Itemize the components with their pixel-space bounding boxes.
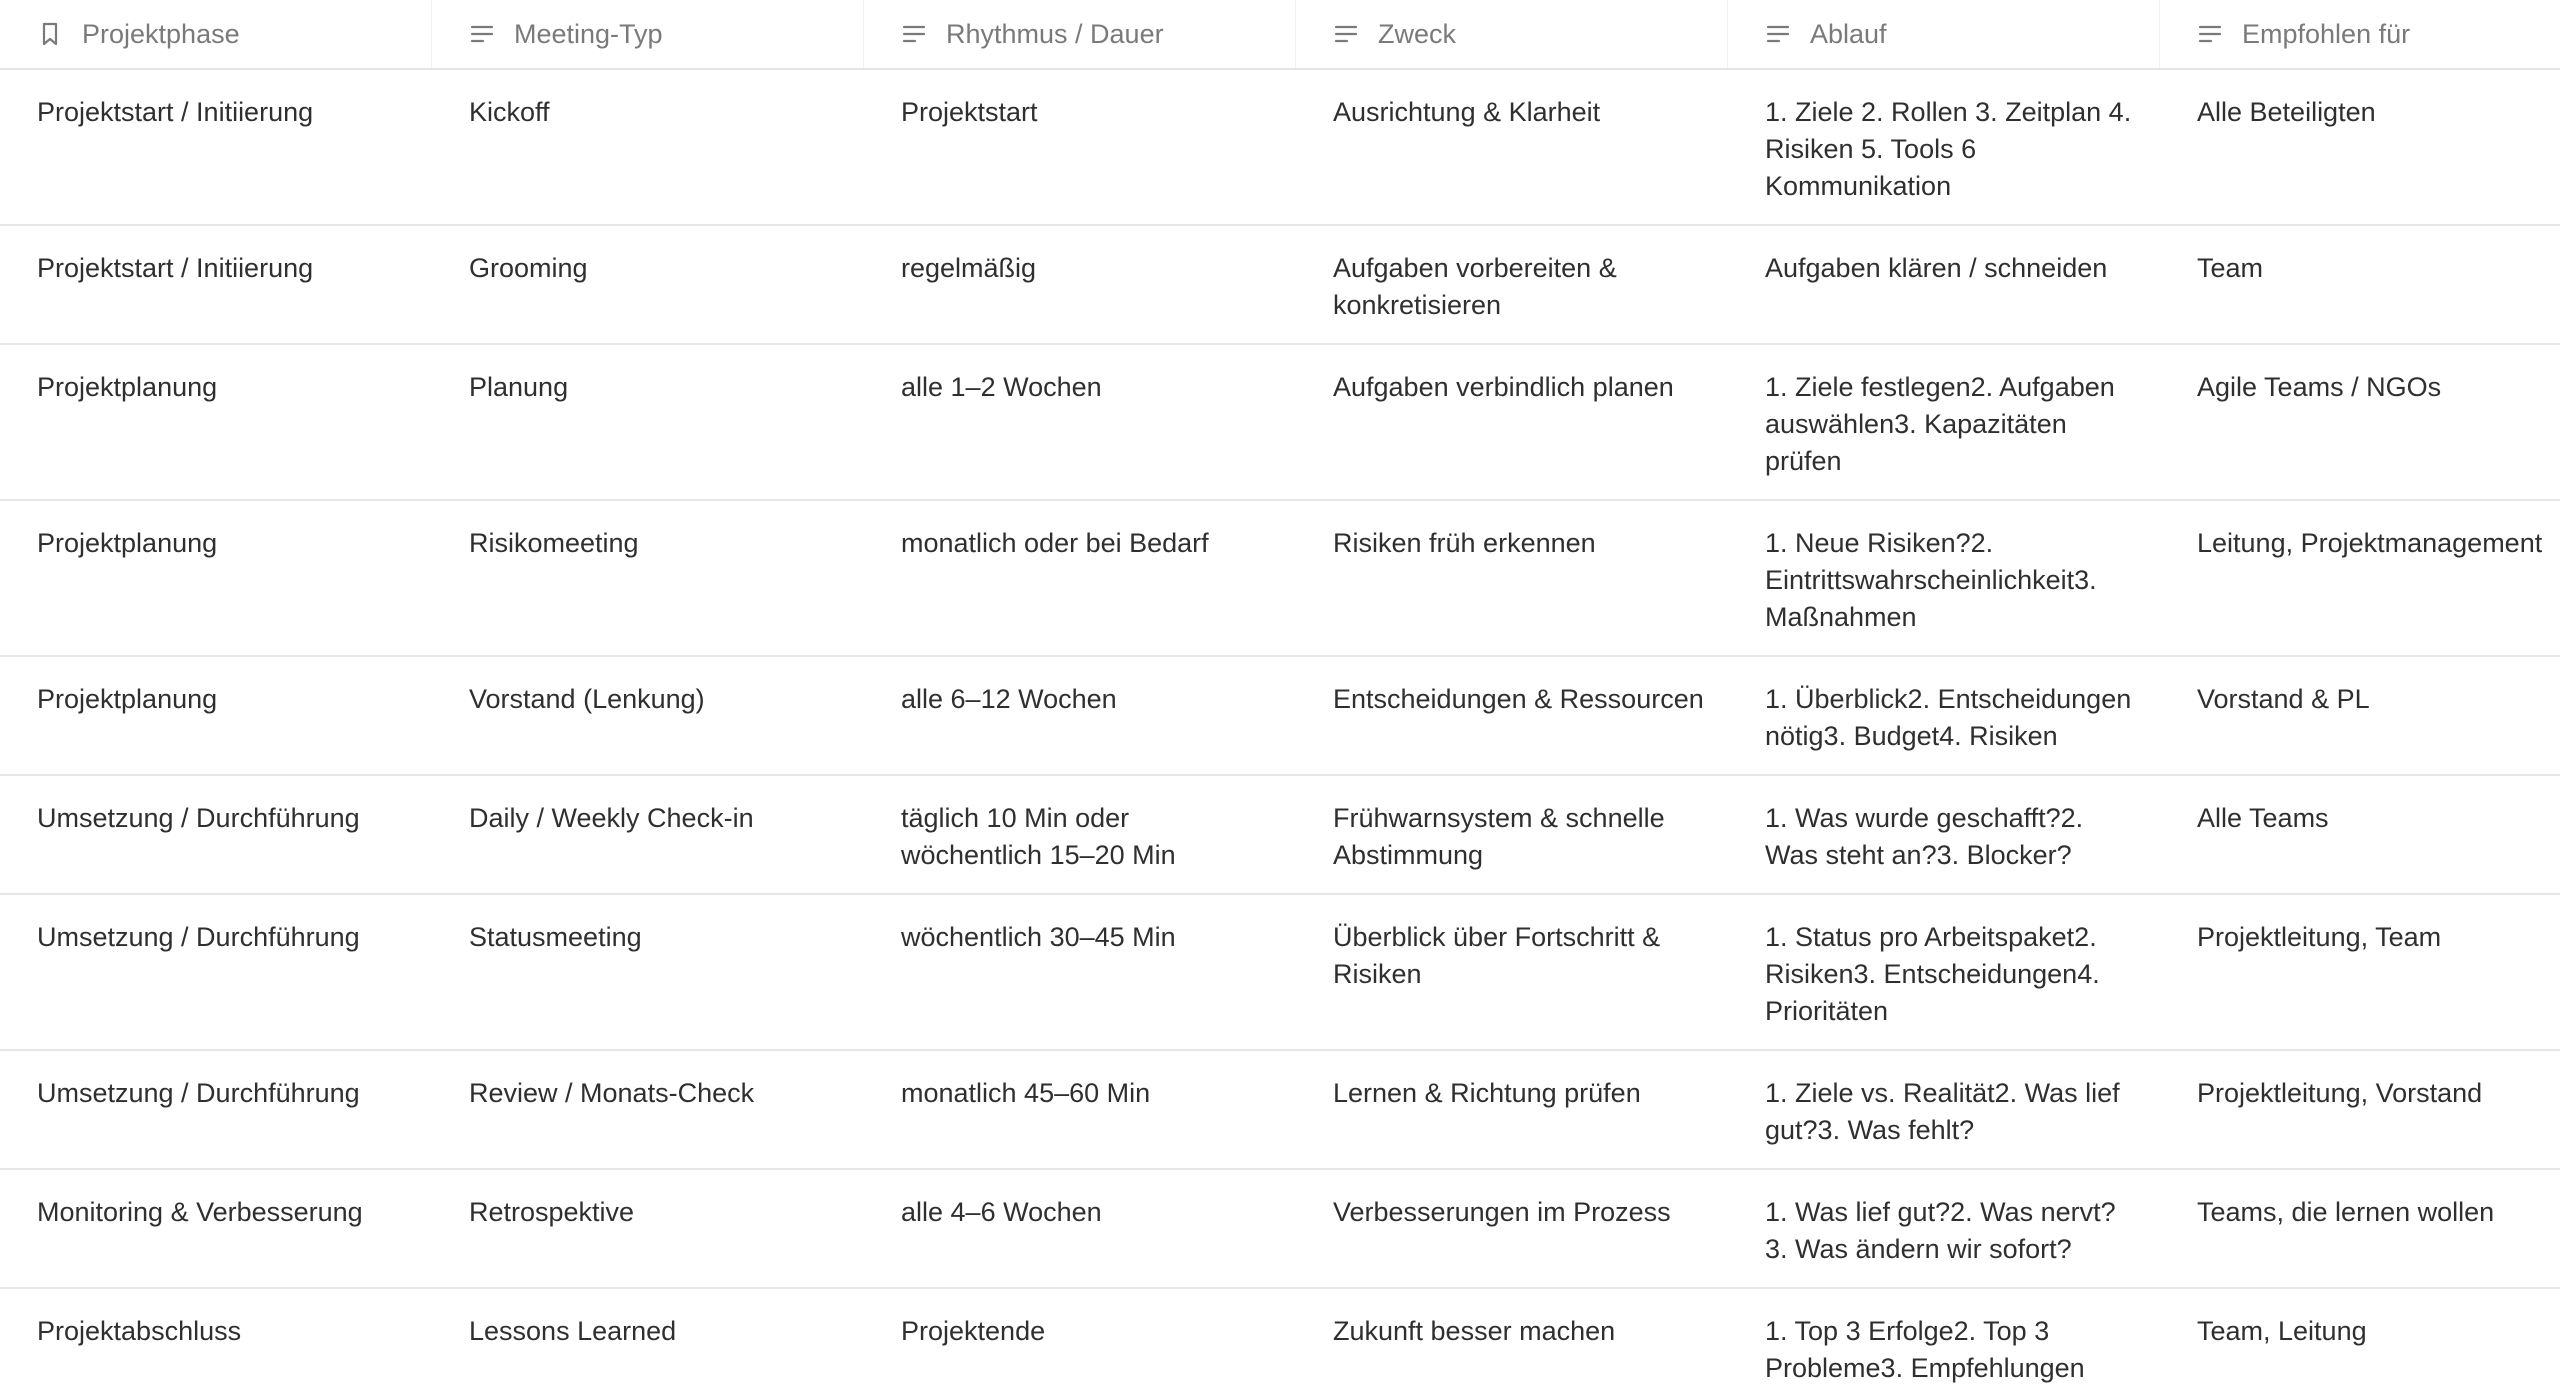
table-row[interactable]: [0, 895, 2560, 1051]
cell-ablauf[interactable]: 1. Ziele 2. Rollen 3. Zeitplan 4. Risiken 5. Tools 6 Kommunikation: [1765, 97, 2132, 201]
table-row[interactable]: [0, 70, 2560, 226]
cell-zweck[interactable]: Frühwarnsystem & schnelle Abstimmung: [1333, 803, 1665, 870]
text-lines-icon: [1332, 20, 1360, 48]
column-header-meeting-typ[interactable]: [432, 0, 864, 68]
column-header-label: Empfohlen für: [2242, 18, 2411, 49]
cell-empfohlen-fuer[interactable]: Projektleitung, Team: [2197, 922, 2442, 952]
cell-projektphase[interactable]: Umsetzung / Durchführung: [37, 922, 360, 952]
cell-ablauf[interactable]: 1. Neue Risiken?2. Eintrittswahrscheinlichkeit3. Maßnahmen: [1765, 528, 2097, 632]
cell-projektphase[interactable]: Umsetzung / Durchführung: [37, 1078, 360, 1108]
cell-meeting-typ[interactable]: Lessons Learned: [469, 1316, 677, 1346]
text-lines-icon: [900, 20, 928, 48]
table-header: [0, 0, 2560, 70]
cell-ablauf[interactable]: 1. Was wurde geschafft?2. Was steht an?3. Blocker?: [1765, 803, 2084, 870]
cell-zweck[interactable]: Entscheidungen & Ressourcen: [1333, 684, 1704, 714]
table-row[interactable]: [0, 1289, 2560, 1399]
cell-projektphase[interactable]: Projektstart / Initiierung: [37, 97, 314, 127]
cell-ablauf[interactable]: 1. Überblick2. Entscheidungen nötig3. Budget4. Risiken: [1765, 684, 2132, 751]
cell-rhythmus-dauer[interactable]: täglich 10 Min oder wöchentlich 15–20 Min: [901, 803, 1176, 870]
cell-empfohlen-fuer[interactable]: Team: [2197, 253, 2264, 283]
table-row[interactable]: [0, 776, 2560, 895]
cell-rhythmus-dauer[interactable]: alle 1–2 Wochen: [901, 372, 1102, 402]
cell-ablauf[interactable]: 1. Ziele festlegen2. Aufgaben auswählen3. Kapazitäten prüfen: [1765, 372, 2115, 476]
column-header-rhythmus-dauer[interactable]: [864, 0, 1296, 68]
cell-ablauf[interactable]: Aufgaben klären / schneiden: [1765, 253, 2108, 283]
cell-projektphase[interactable]: Projektplanung: [37, 372, 218, 402]
column-header-label: Rhythmus / Dauer: [946, 18, 1164, 49]
cell-empfohlen-fuer[interactable]: Team, Leitung: [2197, 1316, 2367, 1346]
cell-zweck[interactable]: Ausrichtung & Klarheit: [1333, 97, 1601, 127]
cell-rhythmus-dauer[interactable]: wöchentlich 30–45 Min: [901, 922, 1176, 952]
cell-rhythmus-dauer[interactable]: monatlich oder bei Bedarf: [901, 528, 1209, 558]
cell-projektphase[interactable]: Projektabschluss: [37, 1316, 242, 1346]
cell-rhythmus-dauer[interactable]: alle 6–12 Wochen: [901, 684, 1117, 714]
text-lines-icon: [2196, 20, 2224, 48]
cell-meeting-typ[interactable]: Retrospektive: [469, 1197, 635, 1227]
cell-rhythmus-dauer[interactable]: regelmäßig: [901, 253, 1037, 283]
cell-empfohlen-fuer[interactable]: Agile Teams / NGOs: [2197, 372, 2442, 402]
table-row[interactable]: [0, 1170, 2560, 1289]
table-row[interactable]: [0, 657, 2560, 776]
column-header-zweck[interactable]: [1296, 0, 1728, 68]
cell-projektphase[interactable]: Projektplanung: [37, 684, 218, 714]
column-header-projektphase[interactable]: [0, 0, 432, 68]
cell-projektphase[interactable]: Monitoring & Verbesserung: [37, 1197, 363, 1227]
cell-ablauf[interactable]: 1. Ziele vs. Realität2. Was lief gut?3. Was fehlt?: [1765, 1078, 2120, 1145]
cell-zweck[interactable]: Verbesserungen im Prozess: [1333, 1197, 1671, 1227]
cell-zweck[interactable]: Aufgaben verbindlich planen: [1333, 372, 1674, 402]
cell-ablauf[interactable]: 1. Status pro Arbeitspaket2. Risiken3. Entscheidungen4. Prioritäten: [1765, 922, 2100, 1026]
column-header-label: Projektphase: [82, 18, 240, 49]
cell-meeting-typ[interactable]: Grooming: [469, 253, 588, 283]
cell-zweck[interactable]: Aufgaben vorbereiten & konkretisieren: [1333, 253, 1617, 320]
cell-zweck[interactable]: Lernen & Richtung prüfen: [1333, 1078, 1641, 1108]
text-lines-icon: [468, 20, 496, 48]
column-header-label: Ablauf: [1810, 18, 1887, 49]
column-header-ablauf[interactable]: [1728, 0, 2160, 68]
cell-rhythmus-dauer[interactable]: monatlich 45–60 Min: [901, 1078, 1151, 1108]
cell-empfohlen-fuer[interactable]: Teams, die lernen wollen: [2197, 1197, 2495, 1227]
cell-projektphase[interactable]: Projektplanung: [37, 528, 218, 558]
cell-meeting-typ[interactable]: Kickoff: [469, 97, 550, 127]
cell-rhythmus-dauer[interactable]: alle 4–6 Wochen: [901, 1197, 1102, 1227]
cell-meeting-typ[interactable]: Planung: [469, 372, 569, 402]
table-row[interactable]: [0, 1051, 2560, 1170]
cell-meeting-typ[interactable]: Statusmeeting: [469, 922, 642, 952]
table-row[interactable]: [0, 226, 2560, 345]
cell-zweck[interactable]: Zukunft besser machen: [1333, 1316, 1616, 1346]
cell-ablauf[interactable]: 1. Was lief gut?2. Was nervt?3. Was ändern wir sofort?: [1765, 1197, 2116, 1264]
cell-projektphase[interactable]: Umsetzung / Durchführung: [37, 803, 360, 833]
column-header-label: Meeting-Typ: [514, 18, 663, 49]
column-header-empfohlen-fuer[interactable]: [2160, 0, 2560, 68]
cell-empfohlen-fuer[interactable]: Vorstand & PL: [2197, 684, 2370, 714]
cell-empfohlen-fuer[interactable]: Projektleitung, Vorstand: [2197, 1078, 2483, 1108]
table-row[interactable]: [0, 501, 2560, 657]
cell-meeting-typ[interactable]: Review / Monats-Check: [469, 1078, 755, 1108]
cell-meeting-typ[interactable]: Risikomeeting: [469, 528, 639, 558]
bookmark-icon: [36, 20, 64, 48]
cell-rhythmus-dauer[interactable]: Projektstart: [901, 97, 1038, 127]
cell-meeting-typ[interactable]: Daily / Weekly Check-in: [469, 803, 754, 833]
cell-ablauf[interactable]: 1. Top 3 Erfolge2. Top 3 Probleme3. Empfehlungen: [1765, 1316, 2085, 1383]
text-lines-icon: [1764, 20, 1792, 48]
cell-rhythmus-dauer[interactable]: Projektende: [901, 1316, 1046, 1346]
table-row[interactable]: [0, 345, 2560, 501]
cell-empfohlen-fuer[interactable]: Alle Beteiligten: [2197, 97, 2376, 127]
column-header-label: Zweck: [1378, 18, 1457, 49]
cell-zweck[interactable]: Risiken früh erkennen: [1333, 528, 1596, 558]
cell-empfohlen-fuer[interactable]: Alle Teams: [2197, 803, 2329, 833]
cell-zweck[interactable]: Überblick über Fortschritt & Risiken: [1333, 922, 1661, 989]
cell-empfohlen-fuer[interactable]: Leitung, Projektmanagement: [2197, 528, 2543, 558]
cell-meeting-typ[interactable]: Vorstand (Lenkung): [469, 684, 705, 714]
cell-projektphase[interactable]: Projektstart / Initiierung: [37, 253, 314, 283]
